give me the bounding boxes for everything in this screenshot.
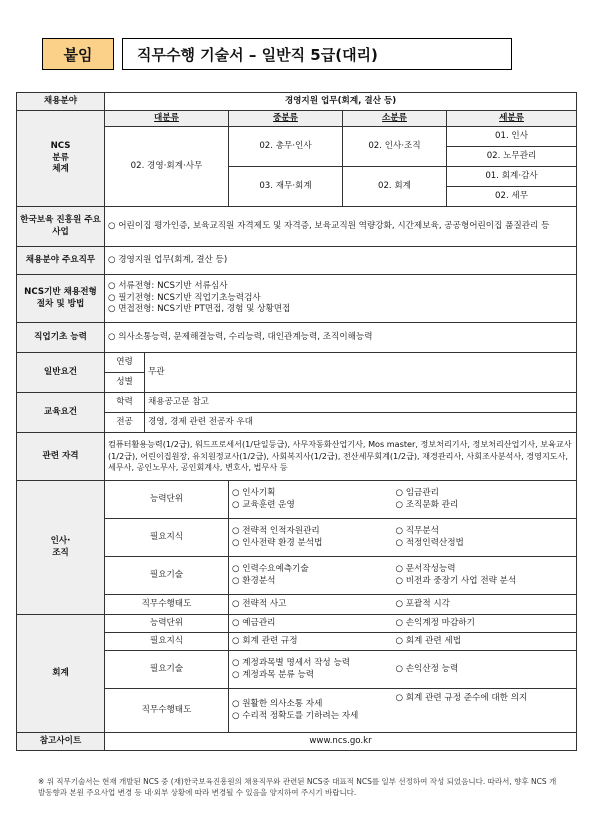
ncs-header-large: 대분류 xyxy=(105,111,229,127)
hr-knowledge-label: 필요지식 xyxy=(105,519,229,557)
duty-label: 채용분야 주요직무 xyxy=(17,247,105,275)
process-label: NCS기반 채용전형 절차 및 방법 xyxy=(17,275,105,323)
hr-ability-label: 능력단위 xyxy=(105,481,229,519)
basic-label: 직업기초 능력 xyxy=(17,323,105,353)
hr-label: 인사· 조직 xyxy=(17,481,105,615)
gender-label: 성별 xyxy=(105,373,145,393)
ncs-label: NCS 분류 체계 xyxy=(17,111,105,207)
certs-label: 관련 자격 xyxy=(17,433,105,481)
hr-skill-right xyxy=(393,557,577,595)
hr-ability-left xyxy=(229,481,393,519)
ncs-detail-1: 01. 인사 xyxy=(447,127,577,147)
hr-ability-item: ○ 임금관리 xyxy=(395,488,439,499)
acc-skill-label: 필요기술 xyxy=(105,651,229,689)
hr-knowledge-item: ○ 인사전략 환경 분석법 xyxy=(232,537,323,548)
school-value: 채용공고문 참고 xyxy=(145,393,577,413)
ncs-detail-2: 02. 노무관리 xyxy=(447,147,577,167)
certs-value: 컴퓨터활용능력(1/2급), 워드프로세서(1/단일등급), 사무자동화산업기사, Mos master, 정보처리기사, 정보처리산업기사, 보육교사(1/2급), 어린이집원장, 유치원정교사(1/2급), 사회복지사(1/2급), 전산세무회계(1/2급), 재경관리사, 사회조사분석사, 경영지도사, 세무사, 공인노무사, 공인회계사, 변호사, 법무사 등 xyxy=(105,433,577,481)
hr-skill-left xyxy=(229,557,393,595)
hr-skill-item: ○ 환경분석 xyxy=(232,575,276,586)
school-label: 학력 xyxy=(105,393,145,413)
ncs-header-small: 소분류 xyxy=(343,111,447,127)
footnote: ※ 위 직무기술서는 현재 개발된 NCS 중 (재)한국보육진흥원의 채용직무와 관련된 NCS중 대표적 NCS를 일부 선정하여 작성 되었음니다. 따라서, 향후 NCS 개발동향과 본원 주요사업 변경 등 내·외부 상황에 따라 변경될 수 있음을 양지하여 주시기 바랍니다. xyxy=(38,777,557,797)
hr-knowledge-right xyxy=(393,519,577,557)
process-item: ○ 면접전형: NCS기반 PT면접, 경험 및 상황면접 xyxy=(108,304,291,315)
org-value: ○ 어린이집 평가인증, 보육교직원 자격제도 및 자격증, 보육교직원 역량강화, 시간제보육, 공공형어린이집 품질관리 등 xyxy=(105,207,577,247)
major-label: 전공 xyxy=(105,413,145,433)
acc-skill-item: ○ 계정과목 분류 능력 xyxy=(232,669,315,680)
attachment-tag: 붙임 xyxy=(42,38,114,70)
acc-ability-label: 능력단위 xyxy=(105,615,229,633)
acc-attitude-item: ○ 회계 관련 규정 준수에 대한 의지 xyxy=(393,689,577,733)
acc-attitude-left xyxy=(229,689,393,733)
process-item: ○ 서류전형: NCS기반 서류심사 xyxy=(108,281,228,292)
process-item: ○ 필기전형: NCS기반 직업기초능력검사 xyxy=(108,292,261,303)
ncs-mid-2: 03. 재무·회계 xyxy=(229,167,343,207)
hr-knowledge-item: ○ 전략적 인적자원관리 xyxy=(232,526,320,537)
hr-ability-item: ○ 인사기획 xyxy=(232,488,276,499)
acc-label: 회계 xyxy=(17,615,105,733)
ncs-mid-1: 02. 총무·인사 xyxy=(229,127,343,167)
acc-knowledge-label: 필요지식 xyxy=(105,633,229,651)
acc-attitude-item: ○ 원활한 의사소통 자세 xyxy=(232,699,323,710)
job-description-table xyxy=(16,92,577,751)
acc-knowledge-item: ○ 회계 관련 세법 xyxy=(393,633,577,651)
ncs-small-2: 02. 회계 xyxy=(343,167,447,207)
acc-skill-item: ○ 손익산정 능력 xyxy=(393,651,577,689)
age-label: 연령 xyxy=(105,353,145,373)
ncs-header-mid: 중분류 xyxy=(229,111,343,127)
hr-skill-item: ○ 인력수요예측기술 xyxy=(232,564,309,575)
hr-knowledge-item: ○ 직무분석 xyxy=(395,526,439,537)
ncs-detail-3: 01. 회계·감사 xyxy=(447,167,577,187)
acc-attitude-label: 직무수행태도 xyxy=(105,689,229,733)
edu-label: 교육요건 xyxy=(17,393,105,433)
acc-ability-item: ○ 손익계정 마감하기 xyxy=(393,615,577,633)
acc-attitude-item: ○ 수리적 정확도를 기하려는 자세 xyxy=(232,710,359,721)
site-value: www.ncs.go.kr xyxy=(105,733,577,751)
general-value: 무관 xyxy=(145,353,577,393)
hr-skill-item: ○ 문서작성능력 xyxy=(395,564,456,575)
recruit-value: 경영지원 업무(회계, 결산 등) xyxy=(105,93,577,111)
hr-knowledge-left xyxy=(229,519,393,557)
ncs-detail-4: 02. 세무 xyxy=(447,187,577,207)
acc-knowledge-item: ○ 회계 관련 규정 xyxy=(229,633,393,651)
duty-value: ○ 경영지원 업무(회계, 결산 등) xyxy=(105,247,577,275)
document-title: 직무수행 기술서 – 일반직 5급(대리) xyxy=(122,38,512,70)
acc-skill-left xyxy=(229,651,393,689)
document-header xyxy=(42,38,512,72)
acc-skill-item: ○ 계정과목별 명세서 작성 능력 xyxy=(232,658,351,669)
ncs-small-1: 02. 인사·조직 xyxy=(343,127,447,167)
org-label: 한국보육 진흥원 주요사업 xyxy=(17,207,105,247)
hr-ability-item: ○ 조직문화 관리 xyxy=(395,499,459,510)
hr-ability-item: ○ 교육훈련 운영 xyxy=(232,499,295,510)
basic-value: ○ 의사소통능력, 문제해결능력, 수리능력, 대인관계능력, 조직이해능력 xyxy=(105,323,577,353)
hr-skill-label: 필요기술 xyxy=(105,557,229,595)
hr-attitude-item: ○ 전략적 사고 xyxy=(229,595,393,615)
acc-ability-item: ○ 예금관리 xyxy=(229,615,393,633)
hr-ability-right xyxy=(393,481,577,519)
ncs-header-detail: 세분류 xyxy=(447,111,577,127)
hr-attitude-label: 직무수행태도 xyxy=(105,595,229,615)
site-label: 참고사이트 xyxy=(17,733,105,751)
ncs-large: 02. 경영·회계·사무 xyxy=(105,127,229,207)
hr-attitude-item: ○ 포괄적 시각 xyxy=(393,595,577,615)
recruit-label: 채용분야 xyxy=(17,93,105,111)
process-list xyxy=(105,275,577,323)
hr-skill-item: ○ 비전과 중장기 사업 전략 분석 xyxy=(395,575,517,586)
general-label: 일반요건 xyxy=(17,353,105,393)
major-value: 경영, 경제 관련 전공자 우대 xyxy=(145,413,577,433)
hr-knowledge-item: ○ 적정인력산정법 xyxy=(395,537,464,548)
